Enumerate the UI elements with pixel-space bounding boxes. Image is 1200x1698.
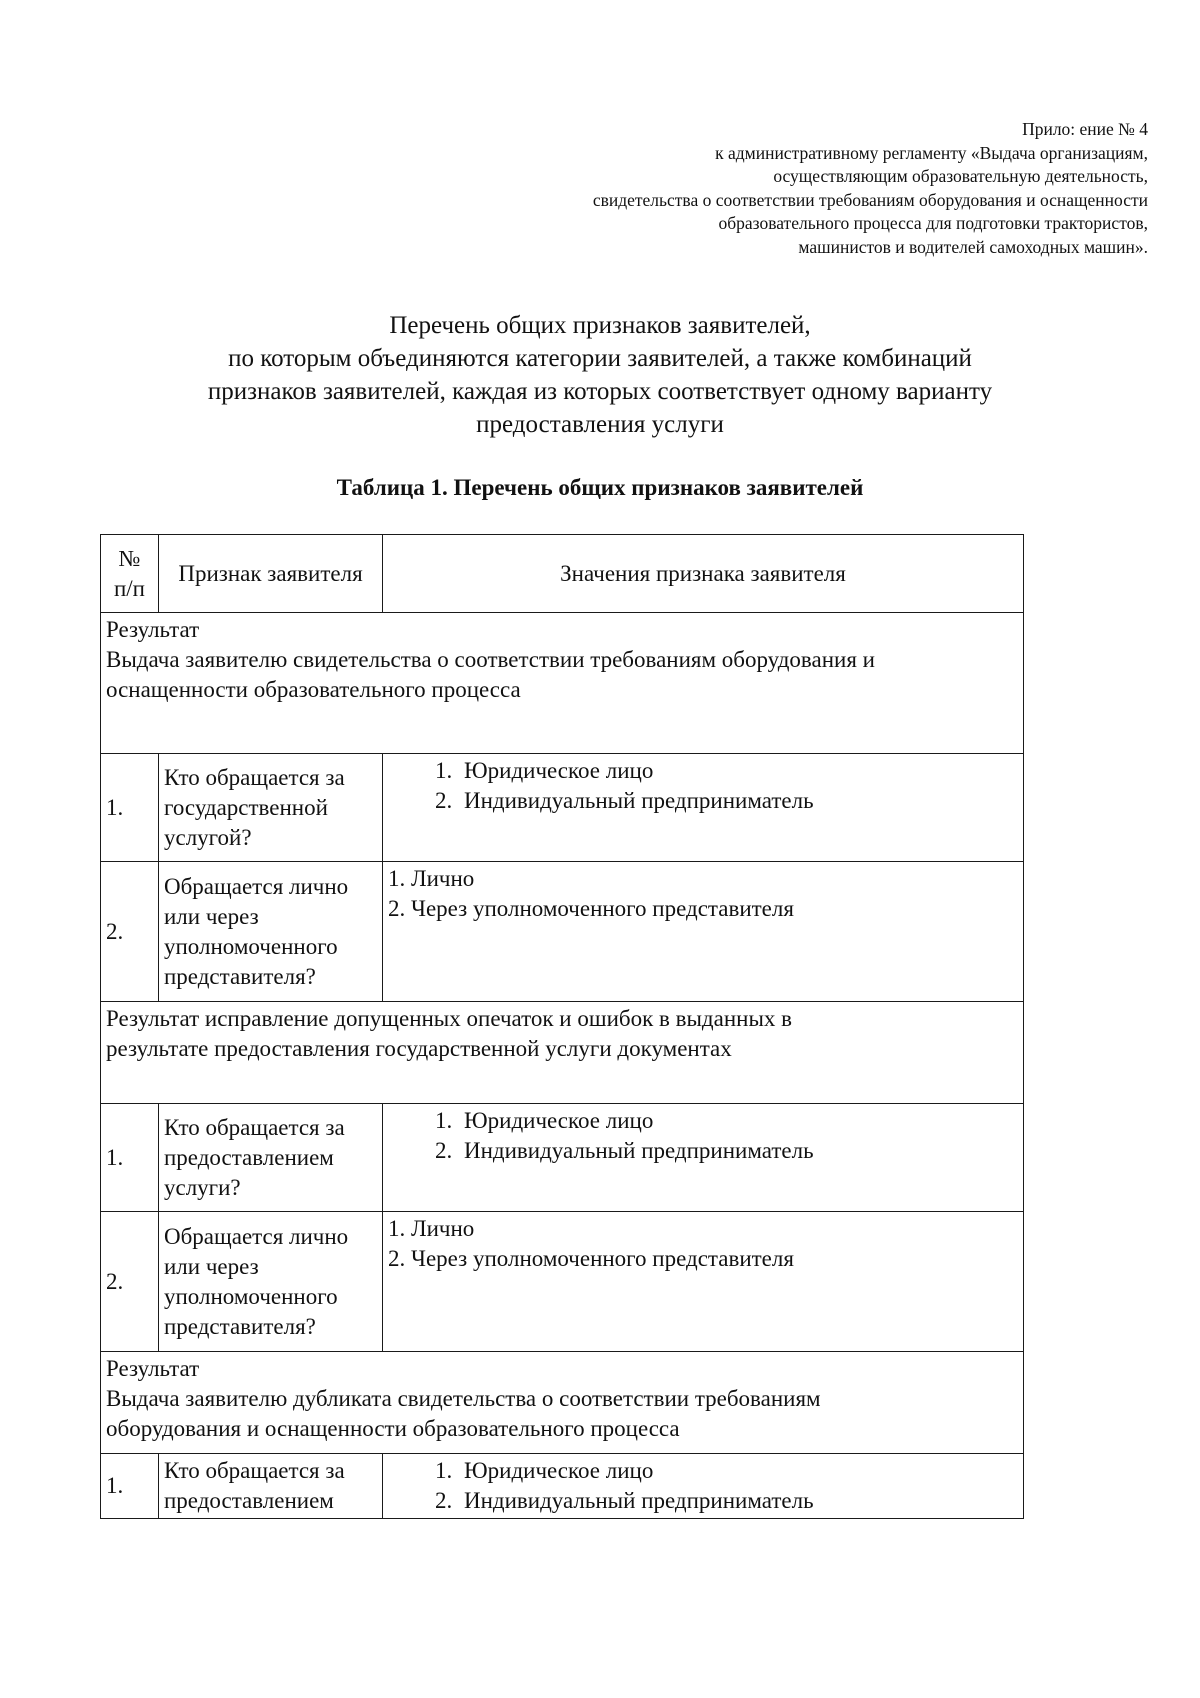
result-row (101, 613, 1024, 754)
appendix-line: машинистов и водителей самоходных машин». (798, 236, 1148, 257)
appendix-header (388, 118, 1148, 259)
feature-cell: Обращается лично или через уполномоченного представителя? (159, 862, 383, 1002)
value-item: 2. Индивидуальный предприниматель (458, 1486, 1018, 1516)
values-list (388, 756, 1018, 816)
column-header-feature: Признак заявителя (159, 535, 383, 613)
values-cell (383, 862, 1024, 1002)
value-item: 1. Юридическое лицо (458, 756, 1018, 786)
value-item: 1. Юридическое лицо (458, 1456, 1018, 1486)
result-cell: Результат Выдача заявителю дубликата свидетельства о соответствии требованиям оборудования и оснащенности образовательного процесса (101, 1352, 1024, 1454)
title-line: предоставления услуги (476, 411, 724, 438)
document-title (150, 309, 1050, 441)
table-row (101, 862, 1024, 1002)
column-header-number: № п/п (101, 535, 159, 613)
table-row (101, 1454, 1024, 1519)
values-cell (383, 1212, 1024, 1352)
feature-cell: Кто обращается за государственной услугой? (159, 754, 383, 862)
row-number: 1. (101, 1454, 159, 1519)
feature-cell: Кто обращается за предоставлением (159, 1454, 383, 1519)
table-row (101, 1212, 1024, 1352)
values-list (388, 1456, 1018, 1516)
row-number: 2. (101, 862, 159, 1002)
result-row (101, 1002, 1024, 1104)
row-number: 1. (101, 754, 159, 862)
result-cell: Результат исправление допущенных опечаток и ошибок в выданных в результате предоставления государственной услуги документах (101, 1002, 1024, 1104)
value-item: 2. Через уполномоченного представителя (388, 1246, 794, 1271)
table-row (101, 754, 1024, 862)
row-number: 1. (101, 1104, 159, 1212)
value-item: 1. Лично (388, 1216, 475, 1241)
values-list (388, 1106, 1018, 1166)
value-item: 1. Юридическое лицо (458, 1106, 1018, 1136)
result-row (101, 1352, 1024, 1454)
table-header-row (101, 535, 1024, 613)
values-cell (383, 754, 1024, 862)
value-item: 2. Через уполномоченного представителя (388, 896, 794, 921)
appendix-line: к административному регламенту «Выдача организациям, (715, 142, 1148, 163)
value-item: 2. Индивидуальный предприниматель (458, 1136, 1018, 1166)
row-number: 2. (101, 1212, 159, 1352)
value-item: 2. Индивидуальный предприниматель (458, 786, 1018, 816)
appendix-line: осуществляющим образовательную деятельность, (773, 166, 1148, 186)
appendix-line: образовательного процесса для подготовки трактористов, (718, 213, 1148, 233)
feature-cell: Кто обращается за предоставлением услуги? (159, 1104, 383, 1212)
values-cell (383, 1104, 1024, 1212)
appendix-line: свидетельства о соответствии требованиям оборудования и оснащенности (592, 189, 1148, 210)
table-caption: Таблица 1. Перечень общих признаков заявителей (336, 475, 864, 500)
result-cell: Результат Выдача заявителю свидетельства о соответствии требованиям оборудования и оснащенности образовательного процесса (101, 613, 1024, 754)
appendix-number: Прило: ение № 4 (1022, 119, 1148, 139)
value-item: 1. Лично (388, 866, 475, 891)
title-line: Перечень общих признаков заявителей, (389, 312, 811, 339)
title-line: признаков заявителей, каждая из которых соответствует одному варианту (207, 378, 993, 405)
values-cell (383, 1454, 1024, 1519)
feature-cell: Обращается лично или через уполномоченного представителя? (159, 1212, 383, 1352)
title-line: по которым объединяются категории заявителей, а также комбинаций (228, 345, 972, 372)
column-header-values: Значения признака заявителя (383, 535, 1024, 613)
applicant-criteria-table (100, 534, 1024, 1519)
table-row (101, 1104, 1024, 1212)
